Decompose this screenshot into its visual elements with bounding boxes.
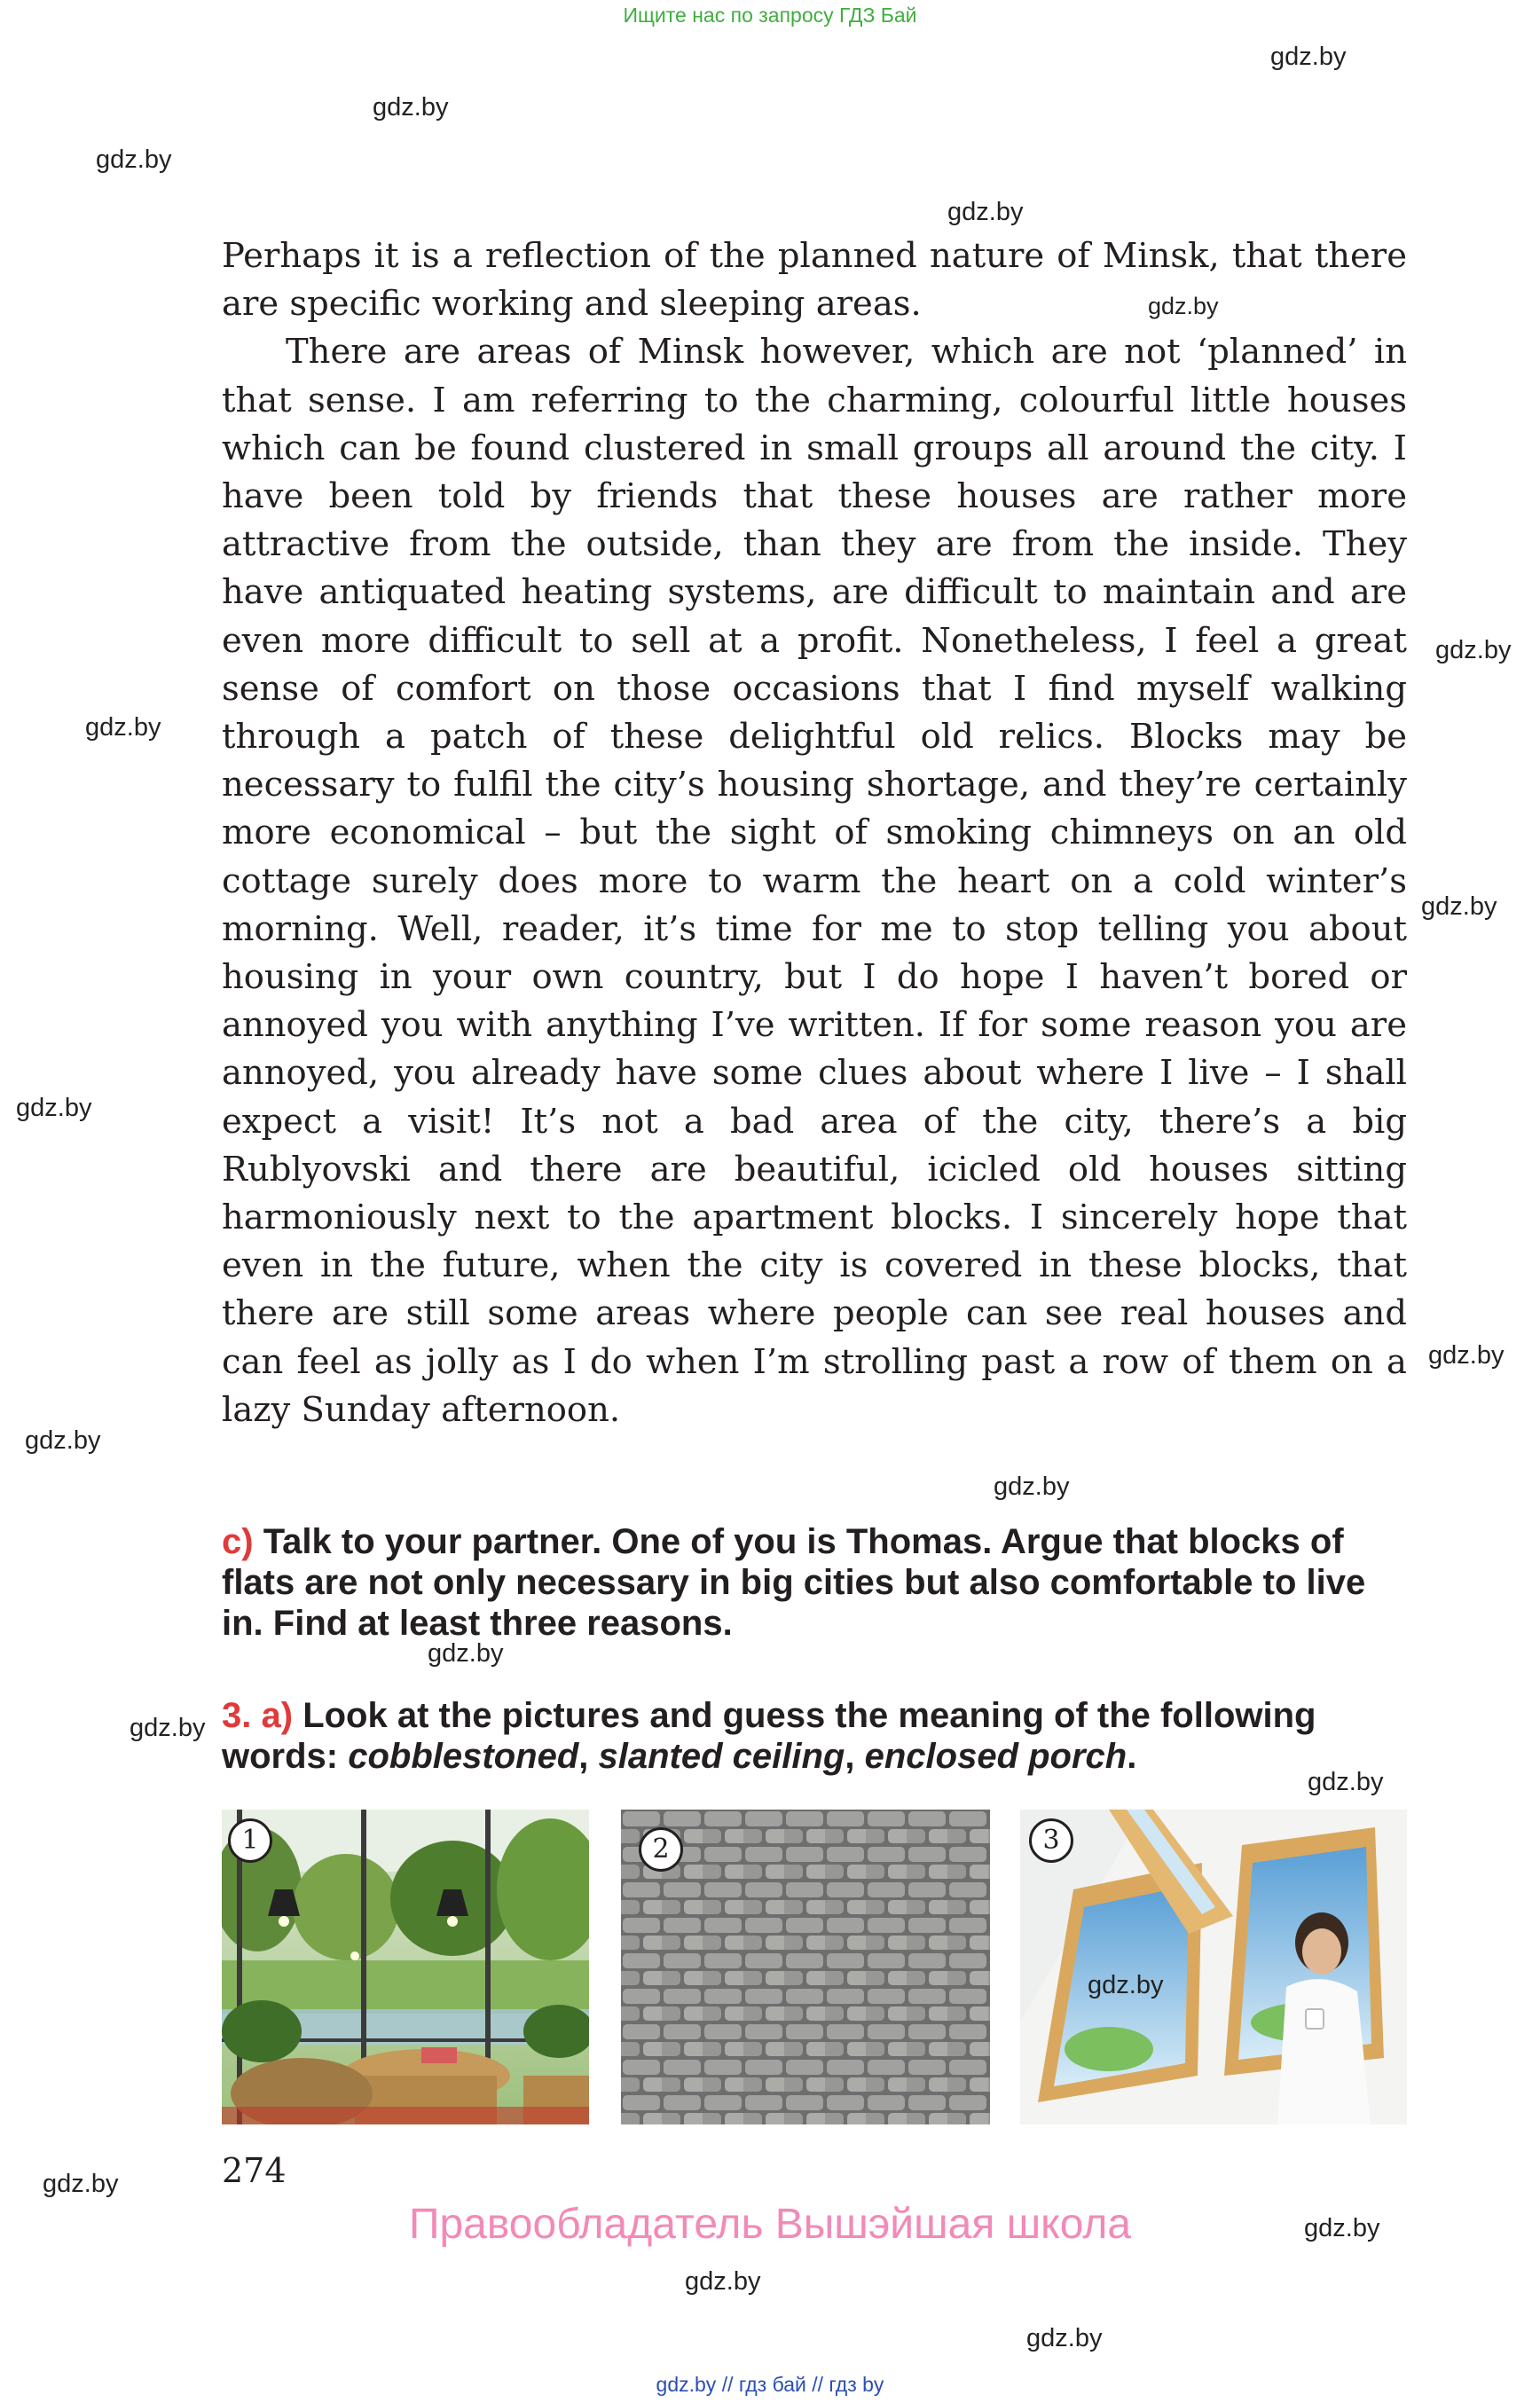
watermark: gdz.by bbox=[1148, 293, 1219, 319]
picture-number: 1 bbox=[228, 1818, 272, 1863]
watermark: gdz.by bbox=[1088, 1971, 1164, 1999]
picture-number: 3 bbox=[1029, 1818, 1073, 1863]
vocab-word: enclosed porch bbox=[864, 1737, 1128, 1776]
watermark: gdz.by bbox=[1428, 1341, 1505, 1370]
watermark: gdz.by bbox=[994, 1472, 1070, 1501]
period: . bbox=[1127, 1737, 1137, 1776]
watermark: gdz.by bbox=[1308, 1768, 1384, 1796]
watermark: gdz.by bbox=[130, 1714, 206, 1742]
top-banner[interactable]: Ищите нас по запросу ГДЗ Бай bbox=[623, 4, 917, 27]
watermark: gdz.by bbox=[428, 1639, 504, 1668]
watermark: gdz.by bbox=[1435, 636, 1512, 664]
paragraph: Perhaps it is a reflection of the planned nature of Minsk, that there are specific working and sleeping areas. bbox=[222, 236, 1407, 325]
watermark: gdz.by bbox=[1270, 43, 1347, 71]
task-c bbox=[222, 1521, 1407, 1644]
paragraph: There are areas of Minsk however, which are not ‘planned’ in that sense. I am referring to the charming, colourful little houses which can be found clustered in small groups all around the city. I have been told by friends that these houses are rather more attractive from the outside, than they are from the inside. They have antiquated heating systems, are difficult to maintain and are even more difficult to sell at a profit. Nonetheless, I feel a great sense of comfort on those occasions that I find myself walking through a patch of these delightful old relics. Blocks may be necessary to fulfil the city’s housing shortage, and they’re certainly more economical – but the sight of smoking chimneys on an old cottage surely does more to warm the heart on a cold winter’s morning. Well, reader, it’s time for me to stop telling you about housing in your own country, but I do hope I haven’t bored or annoyed you with anything I’ve written. If for some reason you are annoyed, you already have some clues about where I live – I shall expect a visit! It’s not a bad area of the city, there’s a big Rublyovski and there are beautiful, icicled old houses sitting harmoniously next to the apartment blocks. I sincerely hope that even in the future, when the city is covered in these blocks, that there are still some areas where people can see real houses and can feel as jolly as I do when I’m strolling past a row of them on a lazy Sunday afternoon. bbox=[222, 332, 1407, 1430]
task-text: Look at the pictures and guess the meaning of the following words: bbox=[222, 1696, 1316, 1776]
picture-slanted-ceiling bbox=[1020, 1810, 1407, 2124]
porch-illustration bbox=[222, 1810, 589, 2124]
task-marker: c) bbox=[222, 1522, 254, 1561]
watermark: gdz.by bbox=[1421, 892, 1497, 921]
task-3a bbox=[222, 1695, 1407, 1777]
article-body bbox=[222, 232, 1407, 1434]
picture-number: 2 bbox=[639, 1827, 683, 1872]
copyright-holder: Правообладатель Вышэйшая школа bbox=[408, 2201, 1132, 2248]
task-marker: a) bbox=[261, 1696, 294, 1735]
watermark: gdz.by bbox=[1026, 2324, 1103, 2352]
watermark: gdz.by bbox=[373, 93, 449, 122]
slanted-ceiling-illustration bbox=[1020, 1810, 1407, 2124]
watermark: gdz.by bbox=[685, 2267, 761, 2296]
picture-cobblestoned bbox=[621, 1810, 990, 2124]
separator: , bbox=[845, 1737, 865, 1776]
exercise-number: 3. bbox=[222, 1696, 252, 1735]
watermark: gdz.by bbox=[85, 713, 161, 742]
task-text: Talk to your partner. One of you is Thomas. Argue that blocks of flats are not only necessary in big cities but also comfortable to live in. Find at least three reasons. bbox=[222, 1522, 1366, 1643]
watermark: gdz.by bbox=[947, 198, 1024, 226]
separator: , bbox=[578, 1737, 599, 1776]
bottom-links[interactable]: gdz.by // гдз бай // гдз by bbox=[656, 2373, 884, 2396]
watermark: gdz.by bbox=[16, 1094, 92, 1122]
watermark: gdz.by bbox=[1304, 2214, 1380, 2242]
picture-enclosed-porch bbox=[222, 1810, 589, 2124]
watermark: gdz.by bbox=[25, 1426, 101, 1455]
page-number: 274 bbox=[222, 2151, 287, 2190]
vocab-word: slanted ceiling bbox=[598, 1737, 845, 1776]
watermark: gdz.by bbox=[96, 145, 172, 174]
watermark: gdz.by bbox=[43, 2170, 119, 2198]
vocab-word: cobblestoned bbox=[348, 1737, 579, 1776]
